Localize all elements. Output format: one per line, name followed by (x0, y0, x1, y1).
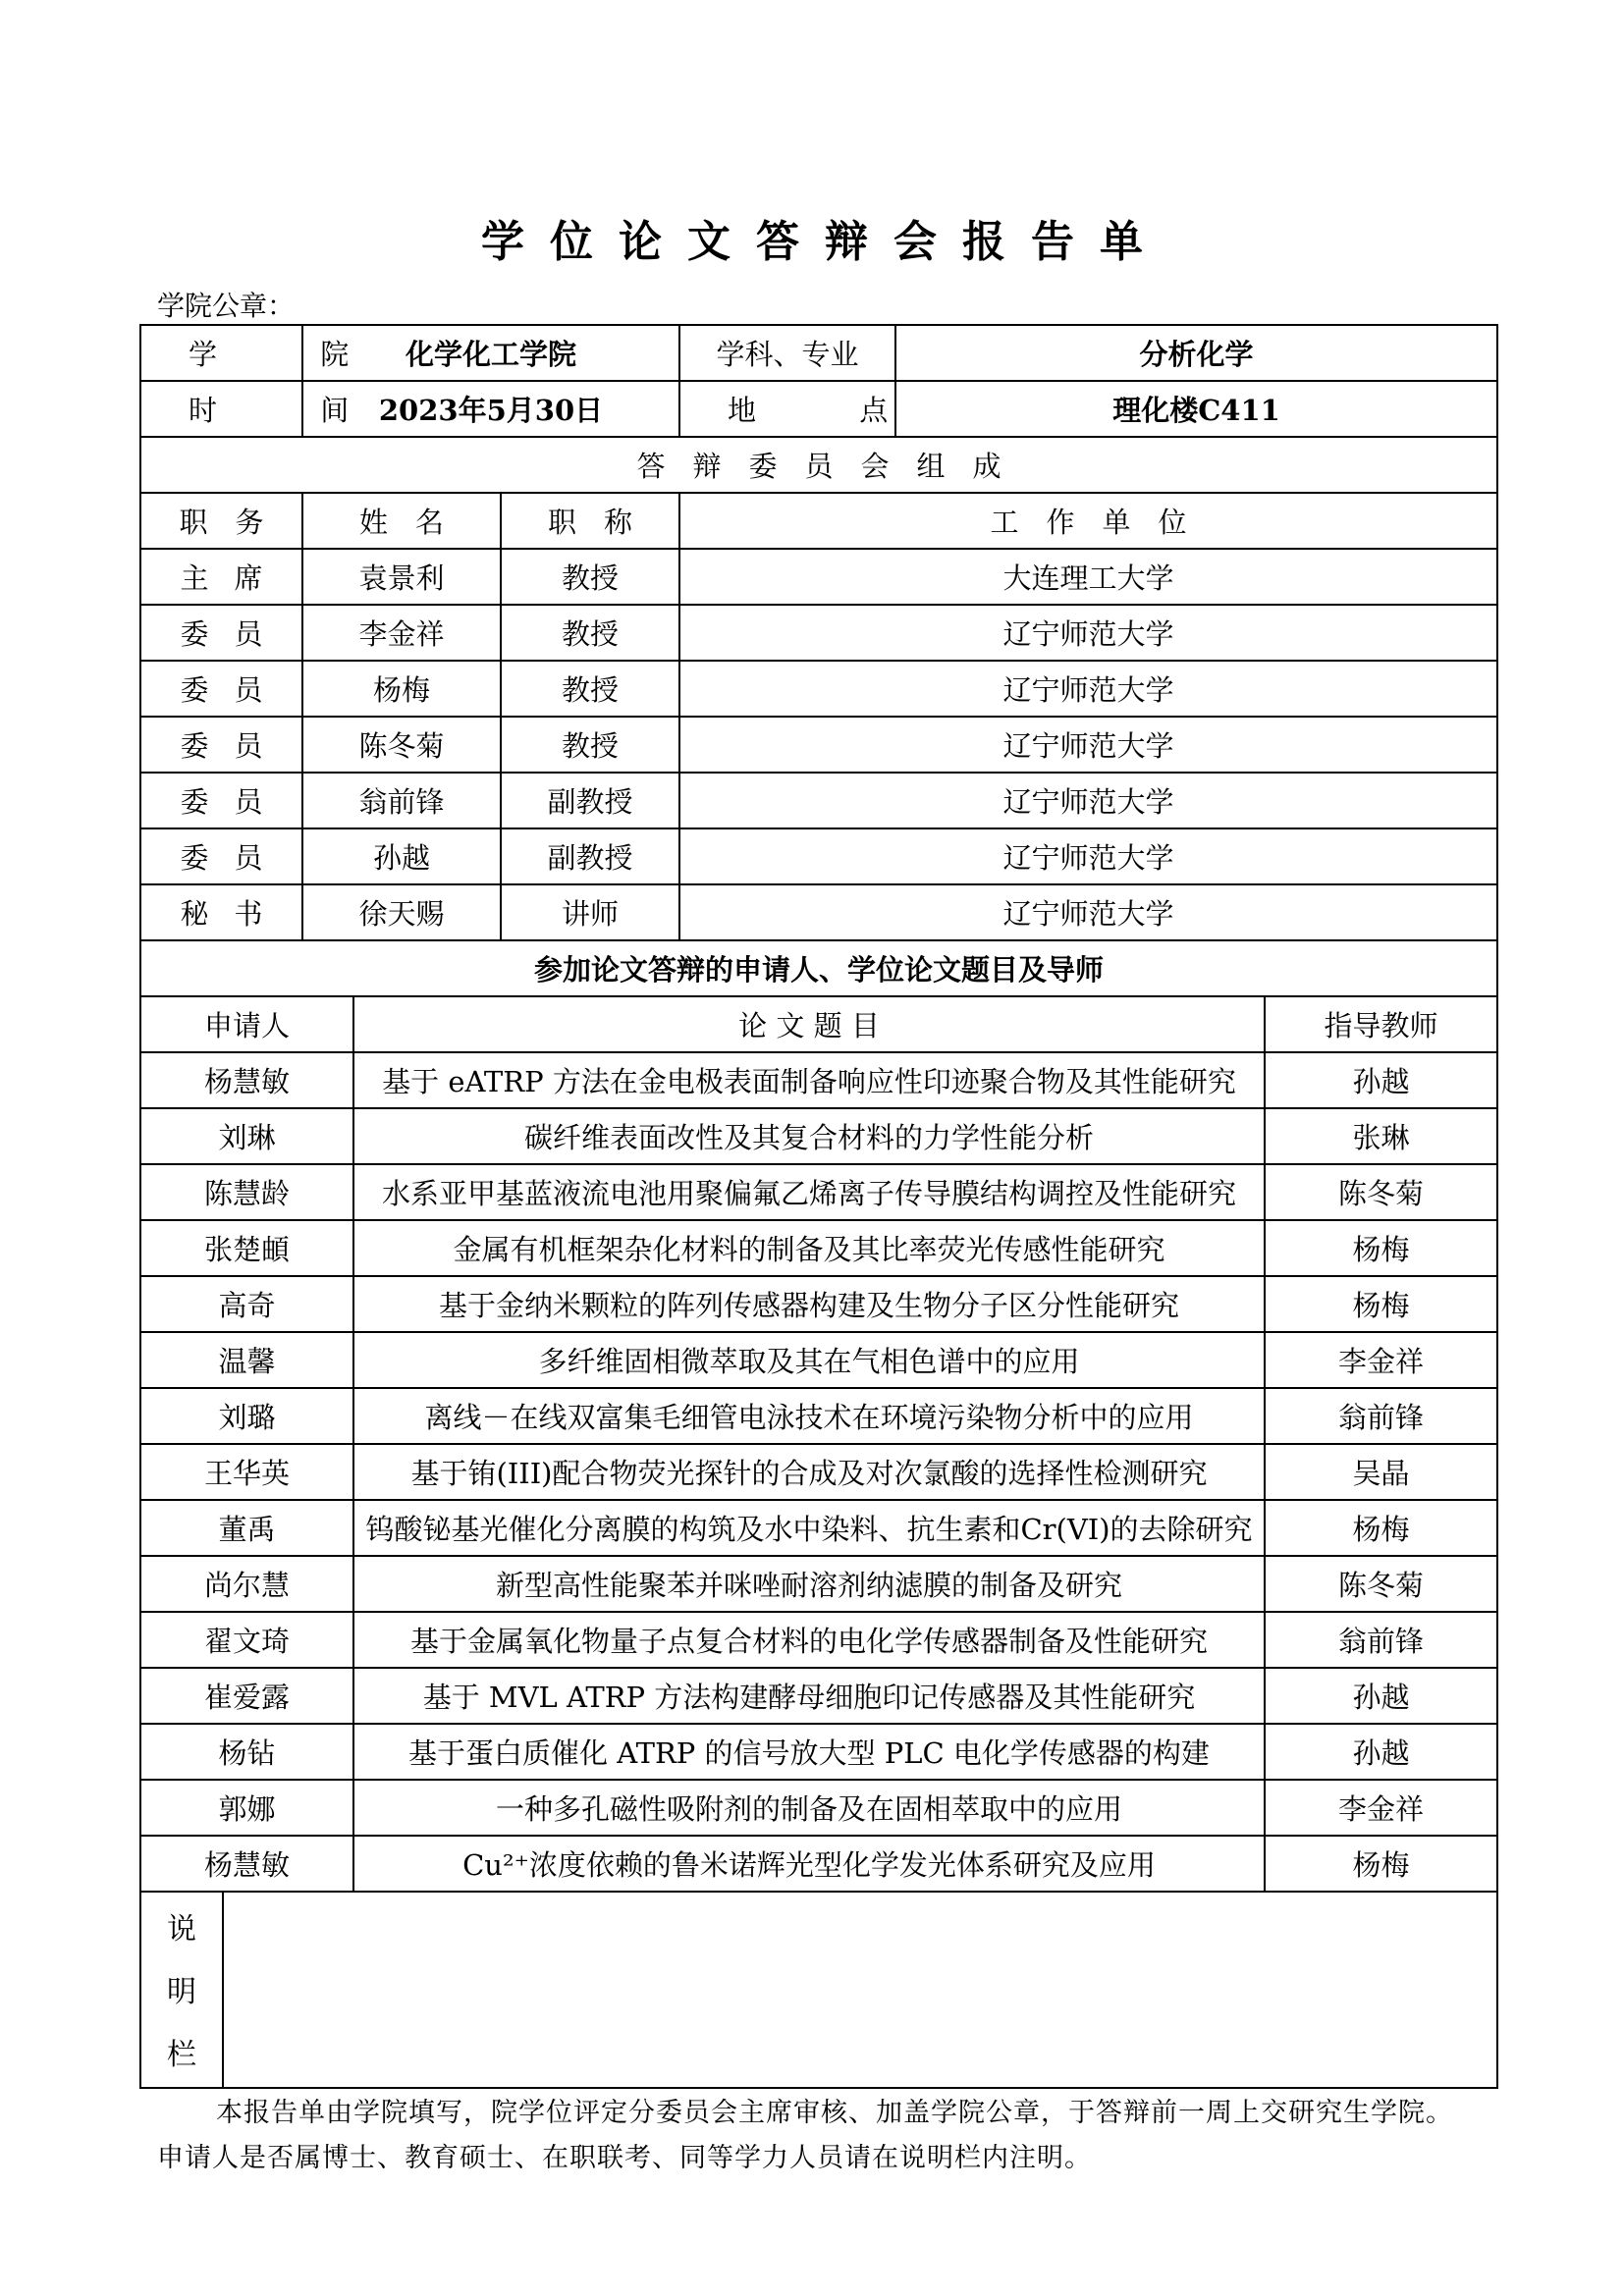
notes-label (140, 1892, 223, 2088)
committee-section-title: 答辩委员会组成 (140, 437, 1497, 493)
time-value: 2023年5月30日 (302, 381, 679, 437)
member-title: 教授 (501, 717, 679, 773)
notes-row (140, 1892, 1497, 2088)
thesis-topic: 基于金属氧化物量子点复合材料的电化学传感器制备及性能研究 (353, 1612, 1265, 1668)
advisor-name: 孙越 (1265, 1668, 1497, 1724)
thesis-topic: 碳纤维表面改性及其复合材料的力学性能分析 (353, 1108, 1265, 1164)
member-name: 李金祥 (302, 605, 501, 661)
member-name: 袁景利 (302, 549, 501, 605)
thesis-topic: 离线－在线双富集毛细管电泳技术在环境污染物分析中的应用 (353, 1388, 1265, 1444)
thesis-topic: 金属有机框架杂化材料的制备及其比率荧光传感性能研究 (353, 1220, 1265, 1276)
col-unit: 工作单位 (679, 493, 1497, 549)
thesis-table (139, 995, 1498, 1893)
footer-note (157, 2091, 1512, 2181)
advisor-name: 翁前锋 (1265, 1388, 1497, 1444)
major-value: 分析化学 (895, 325, 1497, 381)
thesis-row (140, 1164, 1497, 1220)
applicant-name: 刘琳 (140, 1108, 353, 1164)
committee-row (140, 717, 1497, 773)
notes-label-char: 明 (167, 1975, 196, 2009)
member-role: 委员 (140, 661, 302, 717)
applicant-name: 杨慧敏 (140, 1052, 353, 1108)
thesis-row (140, 1556, 1497, 1612)
committee-header-row (140, 493, 1497, 549)
member-title: 教授 (501, 661, 679, 717)
member-title: 教授 (501, 549, 679, 605)
thesis-topic: Cu²⁺浓度依赖的鲁米诺辉光型化学发光体系研究及应用 (353, 1836, 1265, 1892)
thesis-topic: 基于金纳米颗粒的阵列传感器构建及生物分子区分性能研究 (353, 1276, 1265, 1332)
member-title: 副教授 (501, 773, 679, 828)
footer-line: 本报告单由学院填写，院学位评定分委员会主席审核、加盖学院公章，于答辩前一周上交研究生学院。 (216, 2098, 1453, 2128)
thesis-topic: 基于 eATRP 方法在金电极表面制备响应性印迹聚合物及其性能研究 (353, 1052, 1265, 1108)
page-title: 学位论文答辩会报告单 (481, 217, 1168, 267)
thesis-topic: 一种多孔磁性吸附剂的制备及在固相萃取中的应用 (353, 1780, 1265, 1836)
member-unit: 辽宁师范大学 (679, 773, 1497, 828)
advisor-name: 吴晶 (1265, 1444, 1497, 1500)
member-title: 讲师 (501, 884, 679, 940)
thesis-topic: 基于 MVL ATRP 方法构建酵母细胞印记传感器及其性能研究 (353, 1668, 1265, 1724)
member-role: 委员 (140, 717, 302, 773)
thesis-topic: 多纤维固相微萃取及其在气相色谱中的应用 (353, 1332, 1265, 1388)
advisor-name: 翁前锋 (1265, 1612, 1497, 1668)
member-unit: 辽宁师范大学 (679, 717, 1497, 773)
seal-label: 学院公章： (157, 290, 296, 322)
major-label: 学科、专业 (679, 325, 895, 381)
advisor-name: 杨梅 (1265, 1220, 1497, 1276)
committee-row (140, 884, 1497, 940)
theses-section-row (140, 940, 1497, 996)
thesis-topic: 新型高性能聚苯并咪唑耐溶剂纳滤膜的制备及研究 (353, 1556, 1265, 1612)
member-role: 委员 (140, 773, 302, 828)
advisor-name: 张琳 (1265, 1108, 1497, 1164)
member-unit: 辽宁师范大学 (679, 884, 1497, 940)
col-topic: 论 文 题 目 (353, 996, 1265, 1052)
college-value: 化学化工学院 (302, 325, 679, 381)
member-name: 杨梅 (302, 661, 501, 717)
thesis-row (140, 1780, 1497, 1836)
col-title: 职称 (501, 493, 679, 549)
advisor-name: 杨梅 (1265, 1500, 1497, 1556)
col-applicant: 申请人 (140, 996, 353, 1052)
member-unit: 辽宁师范大学 (679, 661, 1497, 717)
thesis-row (140, 1836, 1497, 1892)
applicant-name: 张楚頔 (140, 1220, 353, 1276)
member-title: 教授 (501, 605, 679, 661)
footer-line: 申请人是否属博士、教育硕士、在职联考、同等学力人员请在说明栏内注明。 (157, 2143, 1092, 2173)
info-table (139, 324, 1498, 997)
applicant-name: 温馨 (140, 1332, 353, 1388)
advisor-name: 孙越 (1265, 1724, 1497, 1780)
member-unit: 辽宁师范大学 (679, 605, 1497, 661)
advisor-name: 李金祥 (1265, 1780, 1497, 1836)
advisor-name: 孙越 (1265, 1052, 1497, 1108)
notes-table (139, 1891, 1498, 2089)
advisor-name: 李金祥 (1265, 1332, 1497, 1388)
member-name: 翁前锋 (302, 773, 501, 828)
thesis-row (140, 1332, 1497, 1388)
member-name: 孙越 (302, 828, 501, 884)
applicant-name: 杨钻 (140, 1724, 353, 1780)
notes-label-char: 栏 (167, 2038, 196, 2072)
thesis-topic: 基于蛋白质催化 ATRP 的信号放大型 PLC 电化学传感器的构建 (353, 1724, 1265, 1780)
applicant-name: 陈慧龄 (140, 1164, 353, 1220)
applicant-name: 郭娜 (140, 1780, 353, 1836)
applicant-name: 高奇 (140, 1276, 353, 1332)
advisor-name: 陈冬菊 (1265, 1164, 1497, 1220)
applicant-name: 王华英 (140, 1444, 353, 1500)
advisor-name: 陈冬菊 (1265, 1556, 1497, 1612)
thesis-row (140, 1612, 1497, 1668)
member-unit: 辽宁师范大学 (679, 828, 1497, 884)
thesis-topic: 基于铕(III)配合物荧光探针的合成及对次氯酸的选择性检测研究 (353, 1444, 1265, 1500)
committee-row (140, 549, 1497, 605)
applicant-name: 董禹 (140, 1500, 353, 1556)
thesis-row (140, 1108, 1497, 1164)
thesis-row (140, 1052, 1497, 1108)
member-unit: 大连理工大学 (679, 549, 1497, 605)
committee-row (140, 828, 1497, 884)
thesis-row (140, 1668, 1497, 1724)
thesis-header-row (140, 996, 1497, 1052)
col-advisor: 指导教师 (1265, 996, 1497, 1052)
thesis-row (140, 1220, 1497, 1276)
thesis-row (140, 1276, 1497, 1332)
advisor-name: 杨梅 (1265, 1836, 1497, 1892)
member-role: 委员 (140, 605, 302, 661)
committee-row (140, 605, 1497, 661)
time-row (140, 381, 1497, 437)
member-title: 副教授 (501, 828, 679, 884)
applicant-name: 尚尔慧 (140, 1556, 353, 1612)
col-role: 职务 (140, 493, 302, 549)
advisor-name: 杨梅 (1265, 1276, 1497, 1332)
theses-section-title: 参加论文答辩的申请人、学位论文题目及导师 (140, 940, 1497, 996)
college-label: 学 院 (140, 325, 302, 381)
thesis-topic: 钨酸铋基光催化分离膜的构筑及水中染料、抗生素和Cr(VI)的去除研究 (353, 1500, 1265, 1556)
member-role: 秘书 (140, 884, 302, 940)
member-name: 陈冬菊 (302, 717, 501, 773)
member-name: 徐天赐 (302, 884, 501, 940)
committee-section-row (140, 437, 1497, 493)
place-value: 理化楼C411 (895, 381, 1497, 437)
thesis-row (140, 1724, 1497, 1780)
committee-row (140, 661, 1497, 717)
thesis-row (140, 1500, 1497, 1556)
applicant-name: 崔爱露 (140, 1668, 353, 1724)
col-name: 姓名 (302, 493, 501, 549)
thesis-row (140, 1388, 1497, 1444)
thesis-topic: 水系亚甲基蓝液流电池用聚偏氟乙烯离子传导膜结构调控及性能研究 (353, 1164, 1265, 1220)
place-label: 地 点 (679, 381, 895, 437)
college-row (140, 325, 1497, 381)
time-label: 时 间 (140, 381, 302, 437)
committee-row (140, 773, 1497, 828)
thesis-row (140, 1444, 1497, 1500)
notes-label-char: 说 (167, 1912, 196, 1947)
member-role: 主席 (140, 549, 302, 605)
member-role: 委员 (140, 828, 302, 884)
applicant-name: 杨慧敏 (140, 1836, 353, 1892)
notes-content (223, 1892, 1497, 2088)
applicant-name: 刘璐 (140, 1388, 353, 1444)
applicant-name: 翟文琦 (140, 1612, 353, 1668)
